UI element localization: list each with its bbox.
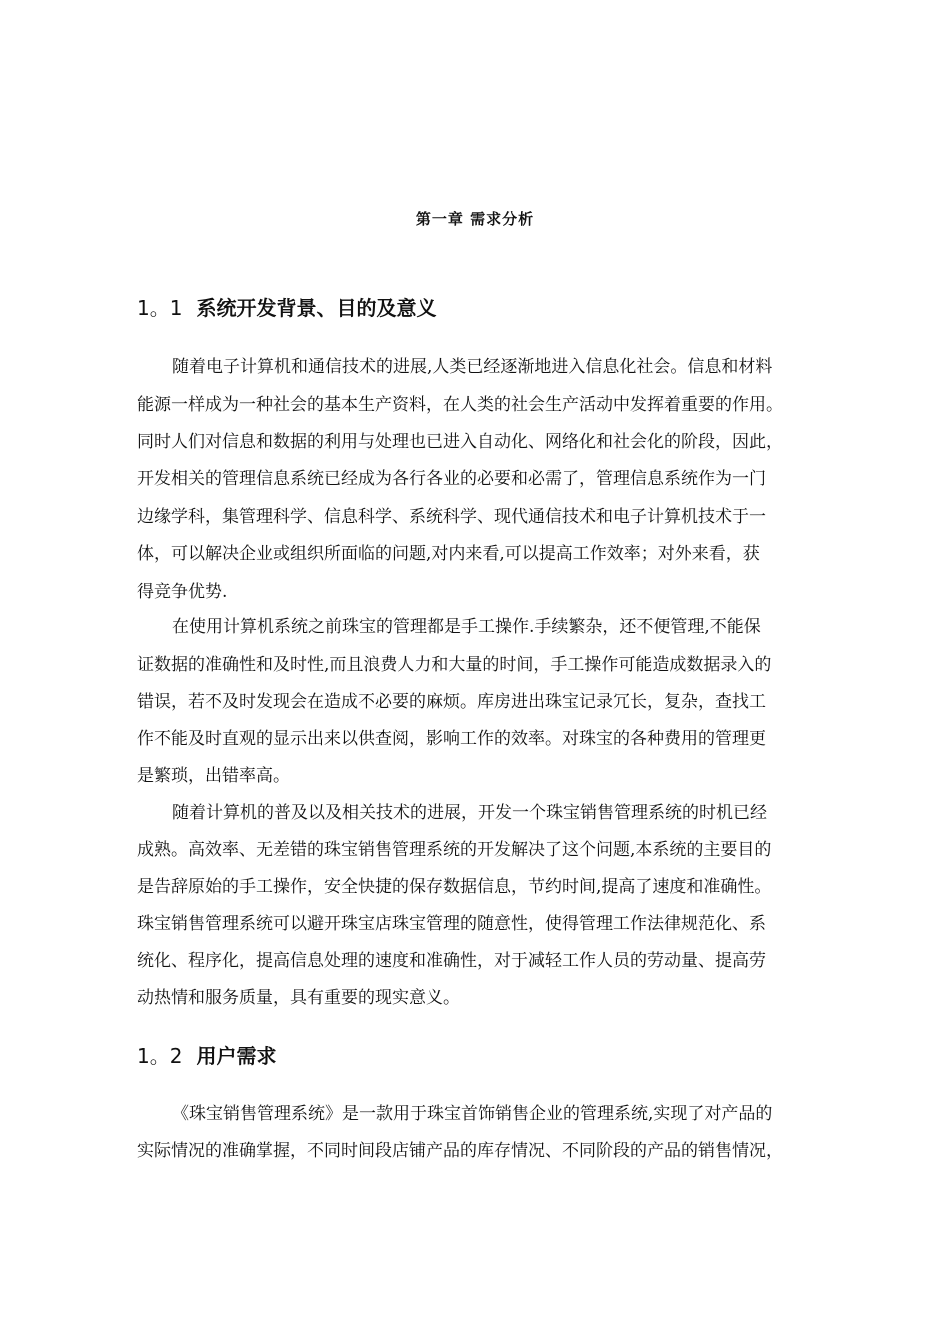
paragraph-line: 开发相关的管理信息系统已经成为各行各业的必要和必需了，管理信息系统作为一门 [137,469,766,489]
paragraph-line: 体，可以解决企业或组织所面临的问题,对内来看,可以提高工作效率；对外来看，获 [137,544,760,564]
paragraph-line: 实际情况的准确掌握，不同时间段店铺产品的库存情况、不同阶段的产品的销售情况， [137,1141,783,1161]
paragraph-line: 得竞争优势. [137,582,228,602]
paragraph-line: 统化、程序化，提高信息处理的速度和准确性，对于减轻工作人员的劳动量、提高劳 [137,951,766,971]
section-heading-1-1 [137,292,436,321]
section-title: 系统开发背景、目的及意义 [196,296,437,320]
paragraph-line: 能源一样成为一种社会的基本生产资料，在人类的社会生产活动中发挥着重要的作用。 [137,395,783,415]
paragraph-line: 作不能及时直观的显示出来以供查阅，影响工作的效率。对珠宝的各种费用的管理更 [137,729,766,749]
paragraph-line: 是告辞原始的手工操作，安全快捷的保存数据信息，节约时间,提高了速度和准确性。 [137,877,772,897]
paragraph-line: 错误，若不及时发现会在造成不必要的麻烦。库房进出珠宝记录冗长，复杂，查找工 [137,692,766,712]
paragraph-line: 珠宝销售管理系统可以避开珠宝店珠宝管理的随意性，使得管理工作法律规范化、系 [137,914,766,934]
section-number: 1。1 [137,296,183,320]
paragraph-line: 同时人们对信息和数据的利用与处理也已进入自动化、网络化和社会化的阶段，因此， [137,432,783,452]
section-heading-1-2 [137,1040,276,1069]
paragraph-line: 是繁琐，出错率高。 [137,766,290,786]
section-number: 1。2 [137,1044,183,1068]
paragraph-line: 动热情和服务质量，具有重要的现实意义。 [137,988,460,1008]
paragraph-line: 证数据的准确性和及时性,而且浪费人力和大量的时间，手工操作可能造成数据录入的 [137,655,772,675]
section-title: 用户需求 [196,1044,277,1068]
chapter-title: 第一章 需求分析 [415,210,535,228]
paragraph-line: 随着计算机的普及以及相关技术的进展，开发一个珠宝销售管理系统的时机已经 [172,803,767,823]
paragraph-line: 随着电子计算机和通信技术的进展,人类已经逐渐地进入信息化社会。信息和材料 [172,357,773,377]
paragraph-line: 《珠宝销售管理系统》是一款用于珠宝首饰销售企业的管理系统,实现了对产品的 [172,1104,773,1124]
paragraph-line: 在使用计算机系统之前珠宝的管理都是手工操作.手续繁杂，还不便管理,不能保 [172,617,761,637]
paragraph-line: 成熟。高效率、无差错的珠宝销售管理系统的开发解决了这个问题,本系统的主要目的 [137,840,772,860]
paragraph-line: 边缘学科，集管理科学、信息科学、系统科学、现代通信技术和电子计算机技术于一 [137,507,766,527]
